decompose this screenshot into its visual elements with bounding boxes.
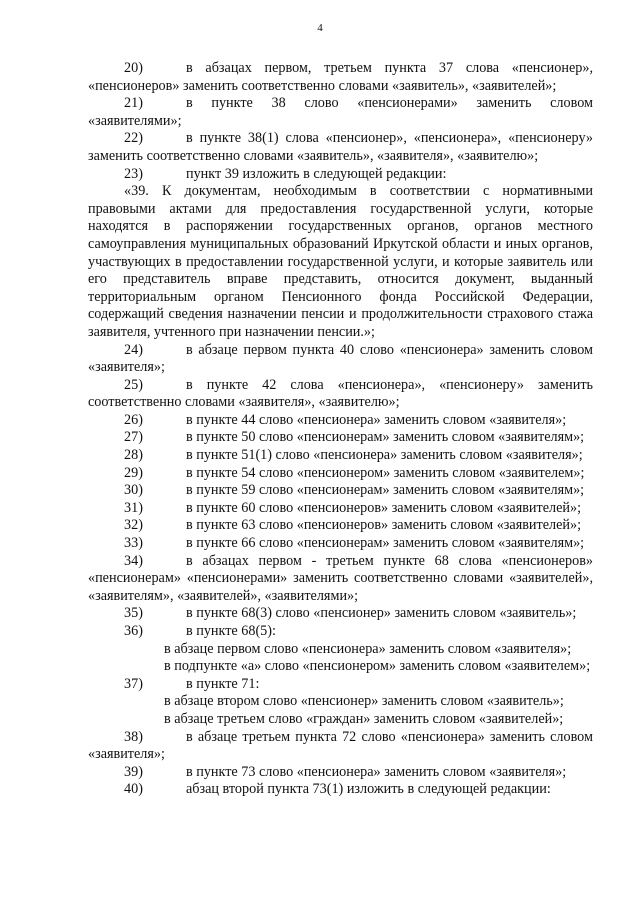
item-number: 24)	[124, 341, 143, 358]
list-item	[88, 429, 593, 447]
item-number: 38)	[124, 728, 143, 745]
list-item	[88, 130, 593, 165]
sub-item: в абзаце первом слово «пенсионера» заменить словом «заявителя»;	[164, 640, 572, 657]
list-item	[88, 623, 593, 641]
item-text: в пункте 68(5):	[186, 623, 276, 639]
item-number: 27)	[124, 429, 143, 446]
item-text: в пункте 66 слово «пенсионерам» заменить словом «заявителям»;	[186, 535, 585, 552]
list-item	[88, 412, 593, 430]
item-text: в пункте 68(3) слово «пенсионер» заменить словом «заявитель»;	[186, 605, 577, 622]
item-number: 33)	[124, 535, 143, 552]
item-number: 28)	[124, 447, 143, 464]
quoted-paragraph: «39. К документам, необходимым в соответствии с нормативными правовыми актами для предоставления государственной услуги, которые находятся в распоряжении государственных органов, органов местного самоуправления муниципальных образований Иркутской области и иных органов, участвующих в предоставлении государственной услуги, и которые заявитель или его представитель вправе представить, относится документ, выданный территориальным органом Пенсионного фонда Российской Федерации, содержащий сведения назначении пенсии и продолжительности страхового стажа заявителя, учтенного при назначении пенсии.»;	[88, 183, 593, 340]
item-number: 31)	[124, 499, 143, 516]
sub-item: в абзаце третьем слово «граждан» заменить словом «заявителей»;	[164, 710, 564, 727]
list-item	[88, 447, 593, 465]
item-number: 22)	[124, 130, 143, 147]
item-text: в абзаце третьем пункта 72 слово «пенсионера» заменить словом «заявителя»;	[88, 728, 593, 763]
item-number: 29)	[124, 464, 143, 481]
item-number: 35)	[124, 605, 143, 622]
list-item	[88, 60, 593, 95]
item-number: 40)	[124, 781, 143, 798]
item-text: в абзаце первом пункта 40 слово «пенсионера» заменить словом «заявителя»;	[88, 341, 593, 376]
item-number: 26)	[124, 411, 143, 428]
item-number: 30)	[124, 482, 143, 499]
item-text: в пункте 38 слово «пенсионерами» заменить словом «заявителями»;	[88, 95, 593, 129]
item-text: в пункте 59 слово «пенсионерам» заменить словом «заявителям»;	[186, 482, 585, 499]
page-number: 4	[317, 22, 323, 34]
list-item	[88, 729, 593, 764]
list-item	[88, 517, 593, 535]
list-item	[88, 553, 593, 606]
item-number: 36)	[124, 623, 143, 639]
item-text: в пункте 51(1) слово «пенсионера» заменить словом «заявителя»;	[186, 447, 583, 464]
item-text: в пункте 63 слово «пенсионеров» заменить словом «заявителей»;	[186, 517, 582, 534]
item-text: пункт 39 изложить в следующей редакции:	[186, 165, 447, 182]
list-item	[88, 342, 593, 377]
item-text: абзац второй пункта 73(1) изложить в следующей редакции:	[186, 781, 551, 798]
document-body	[88, 60, 593, 799]
item-text: в пункте 38(1) слова «пенсионер», «пенсионера», «пенсионеру» заменить соответственно словами «заявитель», «заявителя», «заявителю»;	[88, 130, 593, 164]
item-number: 21)	[124, 95, 143, 112]
list-item	[88, 95, 593, 130]
item-text: в пункте 54 слово «пенсионером» заменить словом «заявителем»;	[186, 464, 585, 481]
item-number: 25)	[124, 376, 143, 393]
item-text: в абзацах первом, третьем пункта 37 слова «пенсионер», «пенсионеров» заменить соответственно словами «заявитель», «заявителей»;	[88, 60, 593, 94]
item-text: в пункте 60 слово «пенсионеров» заменить словом «заявителей»;	[186, 499, 582, 516]
item-text: в пункте 42 слова «пенсионера», «пенсионеру» заменить соответственно словами «заявителя», «заявителю»;	[88, 376, 593, 411]
item-text: в пункте 50 слово «пенсионерам» заменить словом «заявителям»;	[186, 429, 585, 446]
item-number: 39)	[124, 763, 143, 780]
item-text: в пункте 71:	[186, 675, 260, 692]
item-text: в абзацах первом - третьем пункте 68 слова «пенсионеров» «пенсионерам» «пенсионерами» заменить соответственно словами «заявителей», «заявителям», «заявителей», «заявителями»;	[88, 552, 593, 604]
list-item	[88, 535, 593, 553]
list-item	[88, 764, 593, 782]
item-text: в пункте 73 слово «пенсионера» заменить словом «заявителя»;	[186, 763, 567, 780]
list-item	[88, 500, 593, 518]
item-number: 32)	[124, 517, 143, 534]
item-text: в пункте 44 слово «пенсионера» заменить словом «заявителя»;	[186, 411, 567, 428]
item-number: 34)	[124, 552, 143, 569]
list-item	[88, 377, 593, 412]
item-number: 23)	[124, 165, 143, 182]
list-item	[88, 676, 593, 694]
list-item	[88, 605, 593, 623]
list-item	[88, 465, 593, 483]
item-number: 20)	[124, 60, 143, 76]
list-item	[88, 166, 593, 184]
list-item	[88, 482, 593, 500]
item-number: 37)	[124, 675, 143, 692]
list-item	[88, 781, 593, 799]
sub-item: в абзаце втором слово «пенсионер» заменить словом «заявитель»;	[164, 693, 564, 710]
sub-item: в подпункте «а» слово «пенсионером» заменить словом «заявителем»;	[164, 658, 591, 675]
